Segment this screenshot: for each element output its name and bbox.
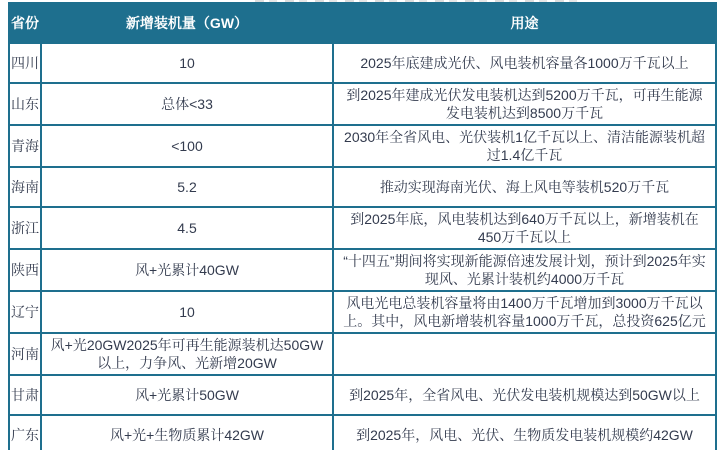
province-cell: 广东 — [9, 415, 41, 450]
province-cell: 辽宁 — [9, 291, 41, 333]
capacity-cell: <100 — [41, 125, 333, 167]
capacity-cell: 4.5 — [41, 207, 333, 249]
table-row — [9, 83, 716, 125]
province-cell: 河南 — [9, 333, 41, 375]
capacity-cell: 风+光累计40GW — [41, 249, 333, 291]
province-cell: 青海 — [9, 125, 41, 167]
province-cell: 四川 — [9, 43, 41, 83]
header-province: 省份 — [9, 3, 41, 43]
purpose-cell: 2025年底建成光伏、风电装机容量各1000万千瓦以上 — [333, 43, 716, 83]
capacity-cell: 10 — [41, 291, 333, 333]
header-capacity: 新增装机量（GW） — [41, 3, 333, 43]
purpose-cell: 到2025年建成光伏发电装机达到5200万千瓦，可再生能源发电装机达到8500万千瓦 — [333, 83, 716, 125]
purpose-cell: “十四五”期间将实现新能源倍速发展计划，预计到2025年实现风、光累计装机约4000万千瓦 — [333, 249, 716, 291]
province-capacity-table — [8, 2, 717, 450]
province-cell: 海南 — [9, 167, 41, 207]
table-row — [9, 207, 716, 249]
purpose-cell: 到2025年，全省风电、光伏发电装机规模达到50GW以上 — [333, 375, 716, 415]
province-cell: 浙江 — [9, 207, 41, 249]
purpose-cell: 推动实现海南光伏、海上风电等装机520万千瓦 — [333, 167, 716, 207]
table-row — [9, 291, 716, 333]
table-row — [9, 125, 716, 167]
purpose-cell: 风电光电总装机容量将由1400万千瓦增加到3000万千瓦以上。其中，风电新增装机容量1000万千瓦，总投资625亿元 — [333, 291, 716, 333]
header-row — [9, 3, 716, 43]
table-row — [9, 249, 716, 291]
table-row — [9, 333, 716, 375]
table-header — [9, 3, 716, 43]
capacity-cell: 10 — [41, 43, 333, 83]
table-row — [9, 415, 716, 450]
table-body — [9, 43, 716, 450]
table-row — [9, 43, 716, 83]
capacity-cell: 5.2 — [41, 167, 333, 207]
purpose-cell: 2030年全省风电、光伏装机1亿千瓦以上、清洁能源装机超过1.4亿千瓦 — [333, 125, 716, 167]
purpose-cell: 到2025年底，风电装机达到640万千瓦以上，新增装机在450万千瓦以上 — [333, 207, 716, 249]
capacity-cell: 风+光20GW2025年可再生能源装机达50GW以上，力争风、光新增20GW — [41, 333, 333, 375]
capacity-cell: 总体<33 — [41, 83, 333, 125]
province-cell: 山东 — [9, 83, 41, 125]
header-purpose: 用途 — [333, 3, 716, 43]
table-row — [9, 375, 716, 415]
capacity-cell: 风+光+生物质累计42GW — [41, 415, 333, 450]
province-cell: 甘肃 — [9, 375, 41, 415]
purpose-cell — [333, 333, 716, 375]
purpose-cell: 到2025年，风电、光伏、生物质发电装机规模约42GW — [333, 415, 716, 450]
province-cell: 陕西 — [9, 249, 41, 291]
capacity-cell: 风+光累计50GW — [41, 375, 333, 415]
table-row — [9, 167, 716, 207]
